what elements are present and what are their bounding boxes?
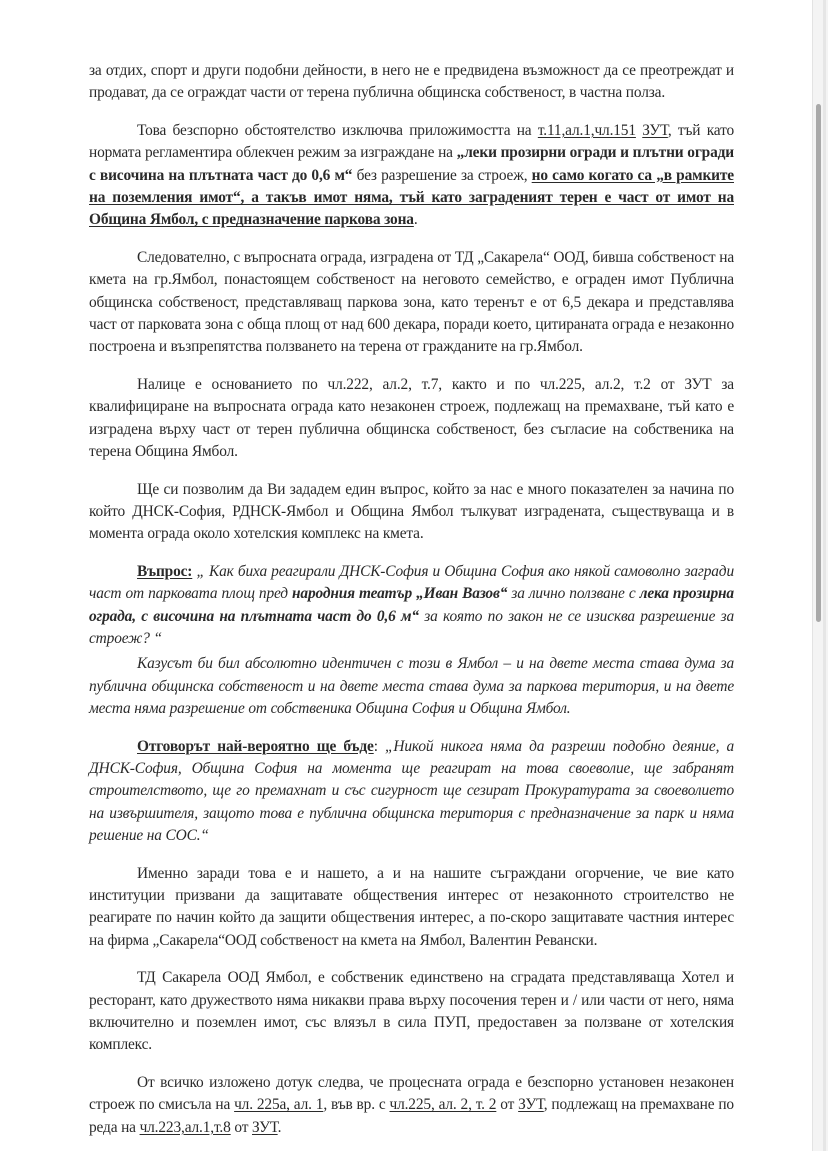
text-run: .	[277, 1118, 282, 1136]
answer-label: Отговорът най-вероятно ще бъде	[137, 737, 374, 755]
paragraph-conclusion	[89, 1072, 734, 1139]
text-run: .	[413, 211, 418, 229]
emphasis-statement: но само когато са „в рамките на поземления имот“, а такъв имот няма, тъй като заграденият терен е част от имот на Община Ямбол, с предназначение паркова зона	[89, 166, 734, 229]
text-run: , във вр. с	[323, 1096, 390, 1114]
text-run: от	[230, 1118, 252, 1136]
paragraph-question	[89, 561, 734, 651]
scrollbar-track-line	[823, 0, 826, 1151]
paragraph-grounds: Налице е основанието по чл.222, ал.2, т.7, както и по чл.225, ал.2, т.2 от ЗУТ за квалифициране на въпросната ограда като незаконен строеж, подлежащ на премахване, тъй като е изградена върху част от терен публична общинска собственост, без съгласие на собственика на терена Община Ямбол.	[89, 375, 734, 461]
legal-reference: т.11,ал.1,чл.151	[537, 121, 636, 139]
text-run: Това безспорно обстоятелство изключва приложимостта на	[137, 121, 538, 139]
legal-reference: чл.225, ал. 2, т. 2	[389, 1096, 497, 1114]
paragraph-intro: за отдих, спорт и други подобни дейности, в него не е предвидена възможност да се преотреждат и продават, да се ограждат части от терена публична общинска собственост, в частна полза.	[89, 62, 734, 102]
legal-reference: ЗУТ	[518, 1096, 544, 1114]
scrollbar-thumb[interactable]	[816, 104, 821, 622]
paragraph-consequently: Следователно, с въпросната ограда, изградена от ТД „Сакарела“ ООД, бивша собственост на кмета на гр.Ямбол, понастоящем собственост на неговото семейство, е ограден имот Публична общинска собственост, представляващ паркова зона, като теренът е от 6,5 декара и представлява част от парковата зона с обща площ от над 600 декара, поради което, цитираната ограда е незаконно построена и възпрепятства ползването на терена от гражданите на гр.Ямбол.	[89, 248, 734, 356]
text-run: без разрешение за строеж,	[352, 166, 532, 184]
emphasis-fence: лека прозирна ограда, с височина на плътната част до 0,6 м“	[89, 585, 734, 625]
emphasis-quote: „леки прозирни огради и плътни огради с височина на плътната част до 0,6 м“	[89, 144, 734, 184]
text-run: „ Как биха реагирали ДНСК-София и Община София ако някой самоволно загради част от парковата площ пред	[89, 562, 734, 603]
question-label: Въпрос:	[137, 562, 193, 580]
paragraph-owner: ТД Сакарела ООД Ямбол, е собственик единствено на сградата представляваща Хотел и ресторант, като дружеството няма никакви права върху посочения терен и / или части от него, няма включително и поземлен имот, със влязъл в сила ПУП, предоставен за ползване от хотелския комплекс.	[89, 969, 734, 1054]
text-run: , тъй като нормата регламентира облекчен режим за изграждане на	[89, 121, 734, 162]
paragraph-applicability	[89, 120, 734, 232]
paragraph-question-intro: Ще си позволим да Ви зададем един въпрос, който за нас е много показателен за начина по който ДНСК-София, РДНСК-Ямбол и Община Ямбол тълкуват изградената, съществуваща и в момента ограда около хотелския комплекс на кмета.	[89, 480, 734, 543]
text-run: от	[496, 1096, 519, 1114]
paragraph-disappointment: Именно заради това е и нашето, а и на нашите съграждани огорчение, че вие като институции призвани да защитавате обществения интерес от незаконното строителство не реагирате по начин който да защити обществения интерес, а по-скоро защитавате частния интерес на фирма „Сакарела“ООД собственост на кмета на Ямбол, Валентин Ревански.	[89, 864, 734, 949]
emphasis-theatre: народния театър „Иван Вазов“	[292, 585, 508, 603]
legal-reference: чл. 225а, ал. 1	[234, 1096, 324, 1114]
legal-reference: ЗУТ	[252, 1118, 278, 1136]
text-run: за която по закон не се изисква разрешение за строеж? “	[89, 607, 735, 647]
legal-reference: ЗУТ	[642, 121, 668, 139]
document-body	[89, 60, 734, 1139]
text-run: , подлежащ на премахване по реда на	[89, 1096, 734, 1136]
text-run: :	[373, 737, 385, 755]
paragraph-answer	[89, 736, 734, 848]
text-run: за лично ползване с	[507, 585, 640, 603]
text-run: От всичко изложено дотук следва, че процесната ограда е безспорно установен незаконен строеж по смисъла на	[89, 1073, 734, 1114]
paragraph-case-comparison: Казусът би бил абсолютно идентичен с този в Ямбол – и на двете места става дума за публична общинска собственост и на двете места става дума за паркова територия, и на двете места няма разрешение от собственика Община София и Община Ямбол.	[89, 655, 734, 718]
answer-text: „Никой никога няма да разреши подобно деяние, а ДНСК-София, Община София на момента ще реагират на това своеволие, ще забранят строителството, ще го премахнат и със сигурност ще сезират Прокуратурата за своеволието на извършителя, защото това е публична общинска територия с предназначение за парк и няма решение на СОС.“	[89, 737, 734, 845]
legal-reference: чл.223,ал.1,т.8	[139, 1118, 231, 1136]
